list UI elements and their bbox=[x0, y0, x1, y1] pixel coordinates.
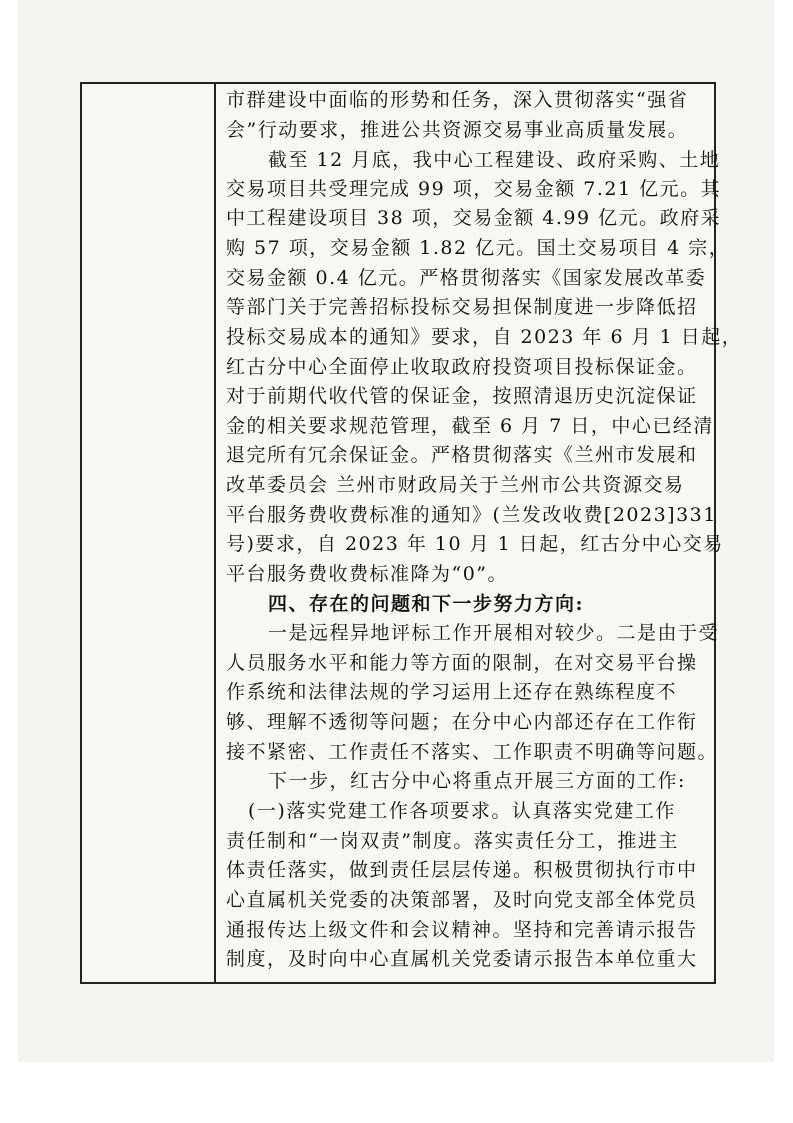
text-line: 对于前期代收代管的保证金，按照清退历史沉淀保证 bbox=[226, 385, 698, 407]
subsection-line: (一)落实党建工作各项要求。认真落实党建工作 bbox=[248, 800, 676, 822]
text-line: 中工程建设项目 38 项，交易金额 4.99 亿元。政府采 bbox=[226, 207, 722, 229]
table-content-cell bbox=[218, 84, 743, 982]
text-line: 退完所有冗余保证金。严格贯彻落实《兰州市发展和 bbox=[226, 444, 698, 466]
text-line: 人员服务水平和能力等方面的限制，在对交易平台操 bbox=[226, 652, 698, 674]
text-line: 心直属机关党委的决策部署，及时向党支部全体党员 bbox=[226, 889, 698, 911]
text-line: 平台服务费收费标准的通知》(兰发改收费[2023]331 bbox=[226, 504, 717, 526]
text-line: 改革委员会 兰州市财政局关于兰州市公共资源交易 bbox=[226, 474, 685, 496]
text-line: 市群建设中面临的形势和任务，深入贯彻落实“强省 bbox=[226, 89, 689, 111]
text-line: 交易金额 0.4 亿元。严格贯彻落实《国家发展改革委 bbox=[226, 267, 707, 289]
text-line: 红古分中心全面停止收取政府投资项目投标保证金。 bbox=[226, 356, 698, 378]
text-line: 体责任落实，做到责任层层传递。积极贯彻执行市中 bbox=[226, 859, 698, 881]
document-table bbox=[80, 82, 743, 984]
text-line: 平台服务费收费标准降为“0”。 bbox=[226, 563, 509, 585]
text-line: 截至 12 月底，我中心工程建设、政府采购、土地 bbox=[268, 149, 721, 171]
text-line: 交易项目共受理完成 99 项，交易金额 7.21 亿元。其 bbox=[226, 178, 722, 200]
text-line: 金的相关要求规范管理，截至 6 月 7 日，中心已经清 bbox=[226, 415, 714, 437]
text-line: 接不紧密、工作责任不落实、工作职责不明确等问题。 bbox=[226, 741, 719, 763]
text-line: 下一步，红古分中心将重点开展三方面的工作: bbox=[268, 770, 686, 792]
text-line: 一是远程异地评标工作开展相对较少。二是由于受 bbox=[268, 622, 720, 644]
text-line: 够、理解不透彻等问题；在分中心内部还存在工作衔 bbox=[226, 711, 698, 733]
page-bottom-margin bbox=[18, 1062, 774, 1123]
text-line: 购 57 项，交易金额 1.82 亿元。国土交易项目 4 宗， bbox=[226, 237, 730, 259]
text-line: 等部门关于完善招标投标交易担保制度进一步降低招 bbox=[226, 296, 698, 318]
text-line: 制度，及时向中心直属机关党委请示报告本单位重大 bbox=[226, 948, 698, 970]
text-line: 投标交易成本的通知》要求，自 2023 年 6 月 1 日起， bbox=[226, 326, 743, 348]
text-line: 作系统和法律法规的学习运用上还存在熟练程度不 bbox=[226, 681, 678, 703]
text-line: 通报传达上级文件和会议精神。坚持和完善请示报告 bbox=[226, 919, 698, 941]
text-line: 责任制和“一岗双责”制度。落实责任分工，推进主 bbox=[226, 830, 679, 852]
table-left-column bbox=[82, 84, 216, 982]
text-line: 会”行动要求，推进公共资源交易事业高质量发展。 bbox=[226, 119, 689, 141]
text-line: 号)要求，自 2023 年 10 月 1 日起，红古分中心交易 bbox=[226, 533, 724, 555]
section-heading: 四、存在的问题和下一步努力方向: bbox=[268, 593, 585, 615]
